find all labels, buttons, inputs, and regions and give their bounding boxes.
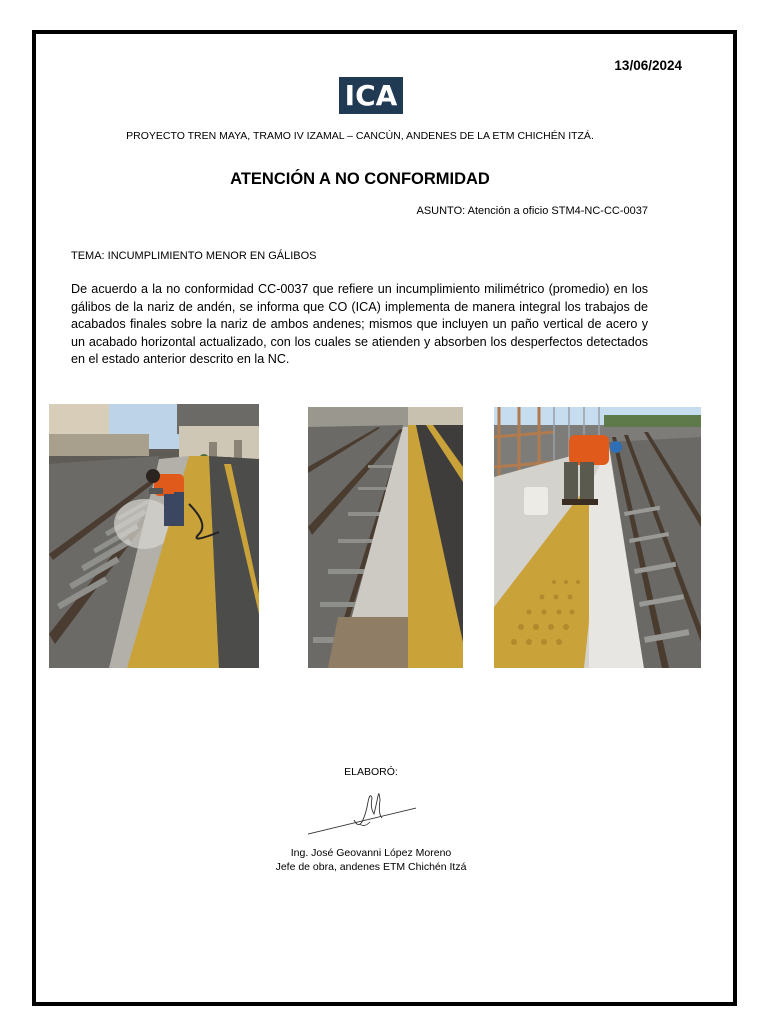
theme-line: TEMA: INCUMPLIMIENTO MENOR EN GÁLIBOS [71,250,317,262]
signer-name: Ing. José Geovanni López Moreno [290,847,452,859]
document-date: 13/06/2024 [614,58,682,73]
subject-line: ASUNTO: Atención a oficio STM4-NC-CC-0037 [416,205,648,217]
photo-platform-edge-strip [308,407,463,668]
photo-worker-tactile-tiles [494,407,701,668]
signer-role: Jefe de obra, andenes ETM Chichén Itzá [275,860,467,873]
document-title: ATENCIÓN A NO CONFORMIDAD [230,170,490,188]
signer-info [0,847,742,874]
prepared-by-label: ELABORÓ: [344,766,398,778]
ica-logo [339,77,403,114]
logo-text: ICA [344,78,398,112]
handwritten-signature [304,788,424,840]
photo-worker-cutting-platform-edge [49,404,259,668]
project-heading: PROYECTO TREN MAYA, TRAMO IV IZAMAL – CANCÚN, ANDENES DE LA ETM CHICHÉN ITZÁ. [126,130,594,142]
body-paragraph: De acuerdo a la no conformidad CC-0037 que refiere un incumplimiento milimétrico (promedio) en los gálibos de la nariz de andén, se informa que CO (ICA) implementa de manera integral los trabajos de acabados finales sobre la nariz de ambos andenes; mismos que incluyen un paño vertical de acero y un acabado horizontal actualizado, con los cuales se atienden y absorben los desperfectos detectados en el estado anterior descrito en la NC. [71,282,648,366]
